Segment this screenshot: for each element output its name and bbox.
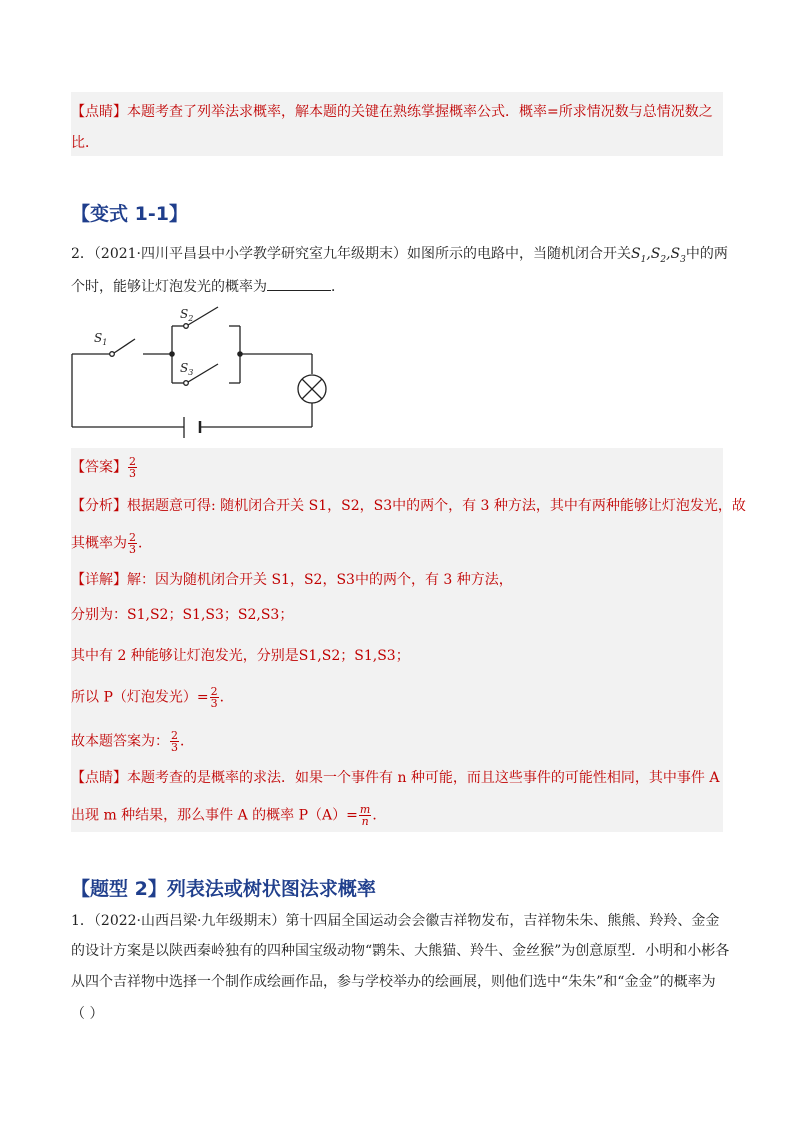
- answer-tag: 【答案】: [71, 459, 127, 476]
- note2-fraction: $\frac{m}{n}$: [359, 803, 371, 828]
- label-s3: $S_3$: [180, 361, 194, 377]
- analysis-fraction: $\frac{2}{3}$: [129, 531, 136, 556]
- q1-line3: 从四个吉祥物中选择一个制作成绘画作品，参与学校举办的绘画展，则他们选中“朱朱”和“金金”的概率为: [71, 974, 716, 990]
- note1-line1: 【点睛】本题考查了列举法求概率，解本题的关键在熟练掌握概率公式．概率=所求情况数与总情况数之: [71, 104, 713, 120]
- q2-line1: 2．（2021·四川平昌县中小学教学研究室九年级期末）如图所示的电路中，当随机闭合开关$S_1,S_2,S_3$中的两: [71, 246, 728, 265]
- detail-line2: 分别为：S1,S2；S1,S3；S2,S3；: [71, 607, 294, 623]
- note2-tag: 【点睛】: [71, 770, 127, 786]
- detail-line1: 【详解】解：因为随机闭合开关 S1，S2，S3中的两个，有 3 种方法，: [71, 572, 513, 588]
- analysis-line1: 【分析】根据题意可得: 随机闭合开关 S1，S2，S3中的两个，有 3 种方法，其中有两种能够让灯泡发光，故: [71, 498, 746, 514]
- answer-fraction: $\frac{2}{3}$: [129, 455, 136, 480]
- q2-line2: 个时，能够让灯泡发光的概率为 ．: [71, 276, 345, 297]
- answer-line: [71, 456, 138, 479]
- analysis-tag: 【分析】: [71, 498, 127, 514]
- detail-line5: 故本题答案为： $\frac{2}{3}$ ．: [71, 729, 194, 754]
- detail-fraction-1: $\frac{2}{3}$: [210, 685, 218, 710]
- variant-heading: 【变式 1-1】: [71, 203, 188, 225]
- detail-tag: 【详解】: [71, 572, 127, 588]
- analysis-line2: 其概率为 $\frac{2}{3}$ ．: [71, 531, 152, 556]
- note2-line2: 出现 m 种结果，那么事件 A 的概率 P（A）= $\frac{m}{n}$ ．: [71, 803, 387, 828]
- note2-line1: 【点睛】本题考查的是概率的求法．如果一个事件有 n 种可能，而且这些事件的可能性相同，其中事件 A: [71, 770, 720, 786]
- detail-line4: 所以 P（灯泡发光）= $\frac{2}{3}$ ．: [71, 685, 234, 710]
- note1-tag: 【点睛】: [71, 104, 127, 120]
- q1-line4: （ ）: [71, 1006, 104, 1022]
- note1-line2: 比．: [71, 135, 99, 151]
- label-s2: $S_2$: [180, 307, 194, 323]
- label-s1: $S_1$: [94, 331, 108, 347]
- q1-line2: 的设计方案是以陕西秦岭独有的四种国宝级动物“鹮朱、大熊猫、羚牛、金丝猴”为创意原型．小明和小彬各: [71, 943, 730, 959]
- detail-line3: 其中有 2 种能够让灯泡发光，分别是S1,S2；S1,S3；: [71, 648, 410, 664]
- detail-fraction-2: $\frac{2}{3}$: [171, 729, 178, 754]
- type2-heading: 【题型 2】列表法或树状图法求概率: [71, 878, 376, 900]
- q1-line1: 1．（2022·山西吕梁·九年级期末）第十四届全国运动会会徽吉祥物发布，吉祥物朱朱、熊熊、羚羚、金金: [71, 913, 720, 929]
